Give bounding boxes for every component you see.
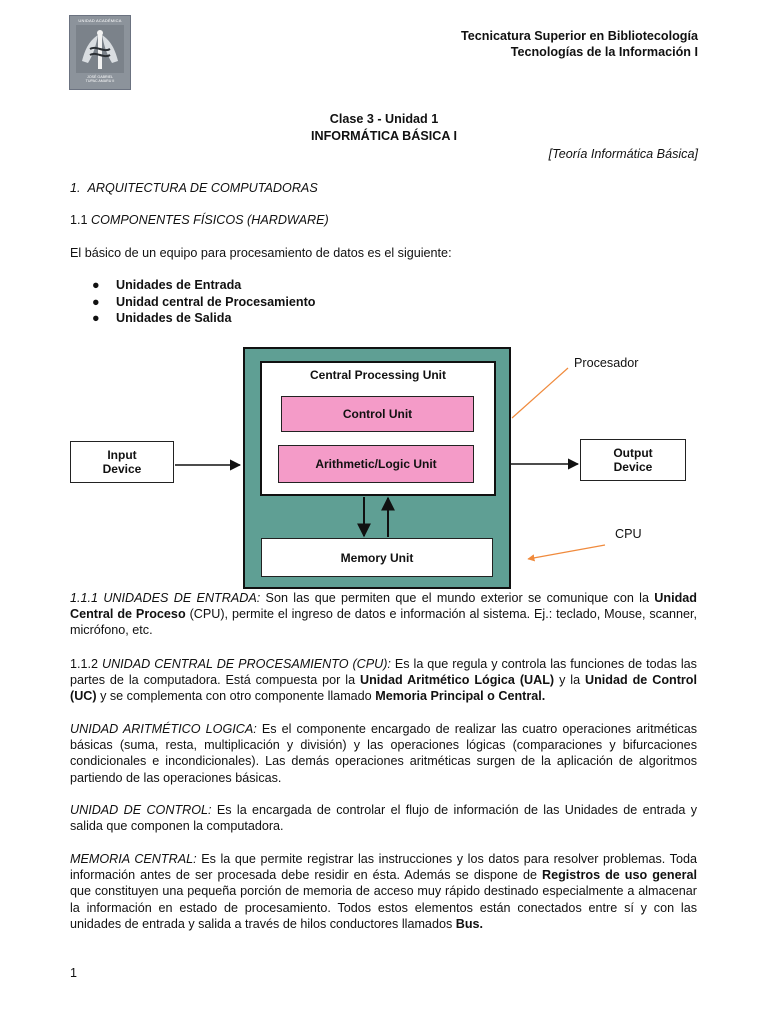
logo-emblem-icon <box>76 25 124 73</box>
control-unit-box: Control Unit <box>281 396 474 432</box>
bullet-icon: ● <box>92 294 100 309</box>
paragraph-control-unit: UNIDAD DE CONTROL: Es la encargada de controlar el flujo de información de las Unidades de entrada y salida que componen la computadora. <box>70 803 697 834</box>
processor-pointer <box>512 368 568 418</box>
list-item: ● Unidad central de Procesamiento <box>92 294 316 309</box>
intro-text: El básico de un equipo para procesamiento de datos es el siguiente: <box>70 246 452 260</box>
cpu-label: Central Processing Unit <box>309 368 447 382</box>
paragraph-alu: UNIDAD ARITMÉTICO LOGICA: Es el componente encargado de realizar las cuatro operaciones aritméticas básicas (suma, resta, multiplicación y división) y las operaciones lógicas (comparaciones y bifurcaciones condicionales e incondicionales). Las demás operaciones aritméticas surgen de la aplicación de algoritmos partiendo de las operaciones básicas. <box>70 722 697 785</box>
section-heading-1-1: 1.1 COMPONENTES FÍSICOS (HARDWARE) <box>70 213 329 227</box>
logo-bottom-text: JOSÉ GABRIEL TUPAC AMARU II <box>85 75 115 84</box>
alu-box: Arithmetic/Logic Unit <box>278 445 474 483</box>
computer-architecture-diagram <box>68 345 688 590</box>
header-subject: Tecnologías de la Información I <box>510 45 698 59</box>
output-device-box: Output Device <box>580 439 686 481</box>
topic-subtitle: [Teoría Informática Básica] <box>548 147 698 161</box>
components-list <box>92 278 315 328</box>
course-header <box>461 28 698 60</box>
section-heading-1: 1. ARQUITECTURA DE COMPUTADORAS <box>70 181 318 195</box>
bullet-icon: ● <box>92 311 100 325</box>
paragraph-input-units: 1.1.1 UNIDADES DE ENTRADA: Son las que permiten que el mundo exterior se comunique con la Unidad Central de Proceso (CPU), permite el ingreso de datos e información al sistema. Ej.: teclado, Mouse, scanner, micrófono, etc. <box>70 591 697 638</box>
bullet-icon: ● <box>92 278 100 292</box>
institution-logo <box>69 15 131 90</box>
cpu-note: CPU <box>615 527 642 541</box>
unit-title: INFORMÁTICA BÁSICA I <box>311 129 457 143</box>
input-device-box: Input Device <box>70 441 174 483</box>
paragraph-cpu: 1.1.2 UNIDAD CENTRAL DE PROCESAMIENTO (CPU): Es la que regula y controla las funciones de todas las partes de la computadora. Está compuesta por la Unidad Aritmético Lógica (UAL) y la Unidad de Control (UC) y se complementa con otro componente llamado Memoria Principal o Central. <box>70 657 698 704</box>
cpu-pointer <box>528 545 605 559</box>
page-number: 1 <box>70 966 78 980</box>
logo-top-text: UNIDAD ACADÉMICA <box>78 18 122 23</box>
list-item: ● Unidades de Entrada <box>92 278 242 292</box>
paragraph-central-memory: MEMORIA CENTRAL: Es la que permite registrar las instrucciones y los datos para resolver problemas. Toda información antes de ser procesada debe residir en ésta. Además se dispone de Registros de uso general que constituyen una pequeña porción de memoria de acceso muy rápido destinado especialmente a almacenar la información en estado de procesamiento. Todos estos elementos están conectados entre sí y con las unidades de entrada y salida a través de hilos conductores llamados Bus. <box>70 852 698 931</box>
class-title: Clase 3 - Unidad 1 <box>329 112 439 126</box>
memory-unit-box: Memory Unit <box>261 538 493 577</box>
list-item: ● Unidades de Salida <box>92 311 232 325</box>
processor-note: Procesador <box>574 356 639 370</box>
header-program: Tecnicatura Superior en Bibliotecología <box>461 29 698 43</box>
diagram-arrows <box>68 345 688 590</box>
